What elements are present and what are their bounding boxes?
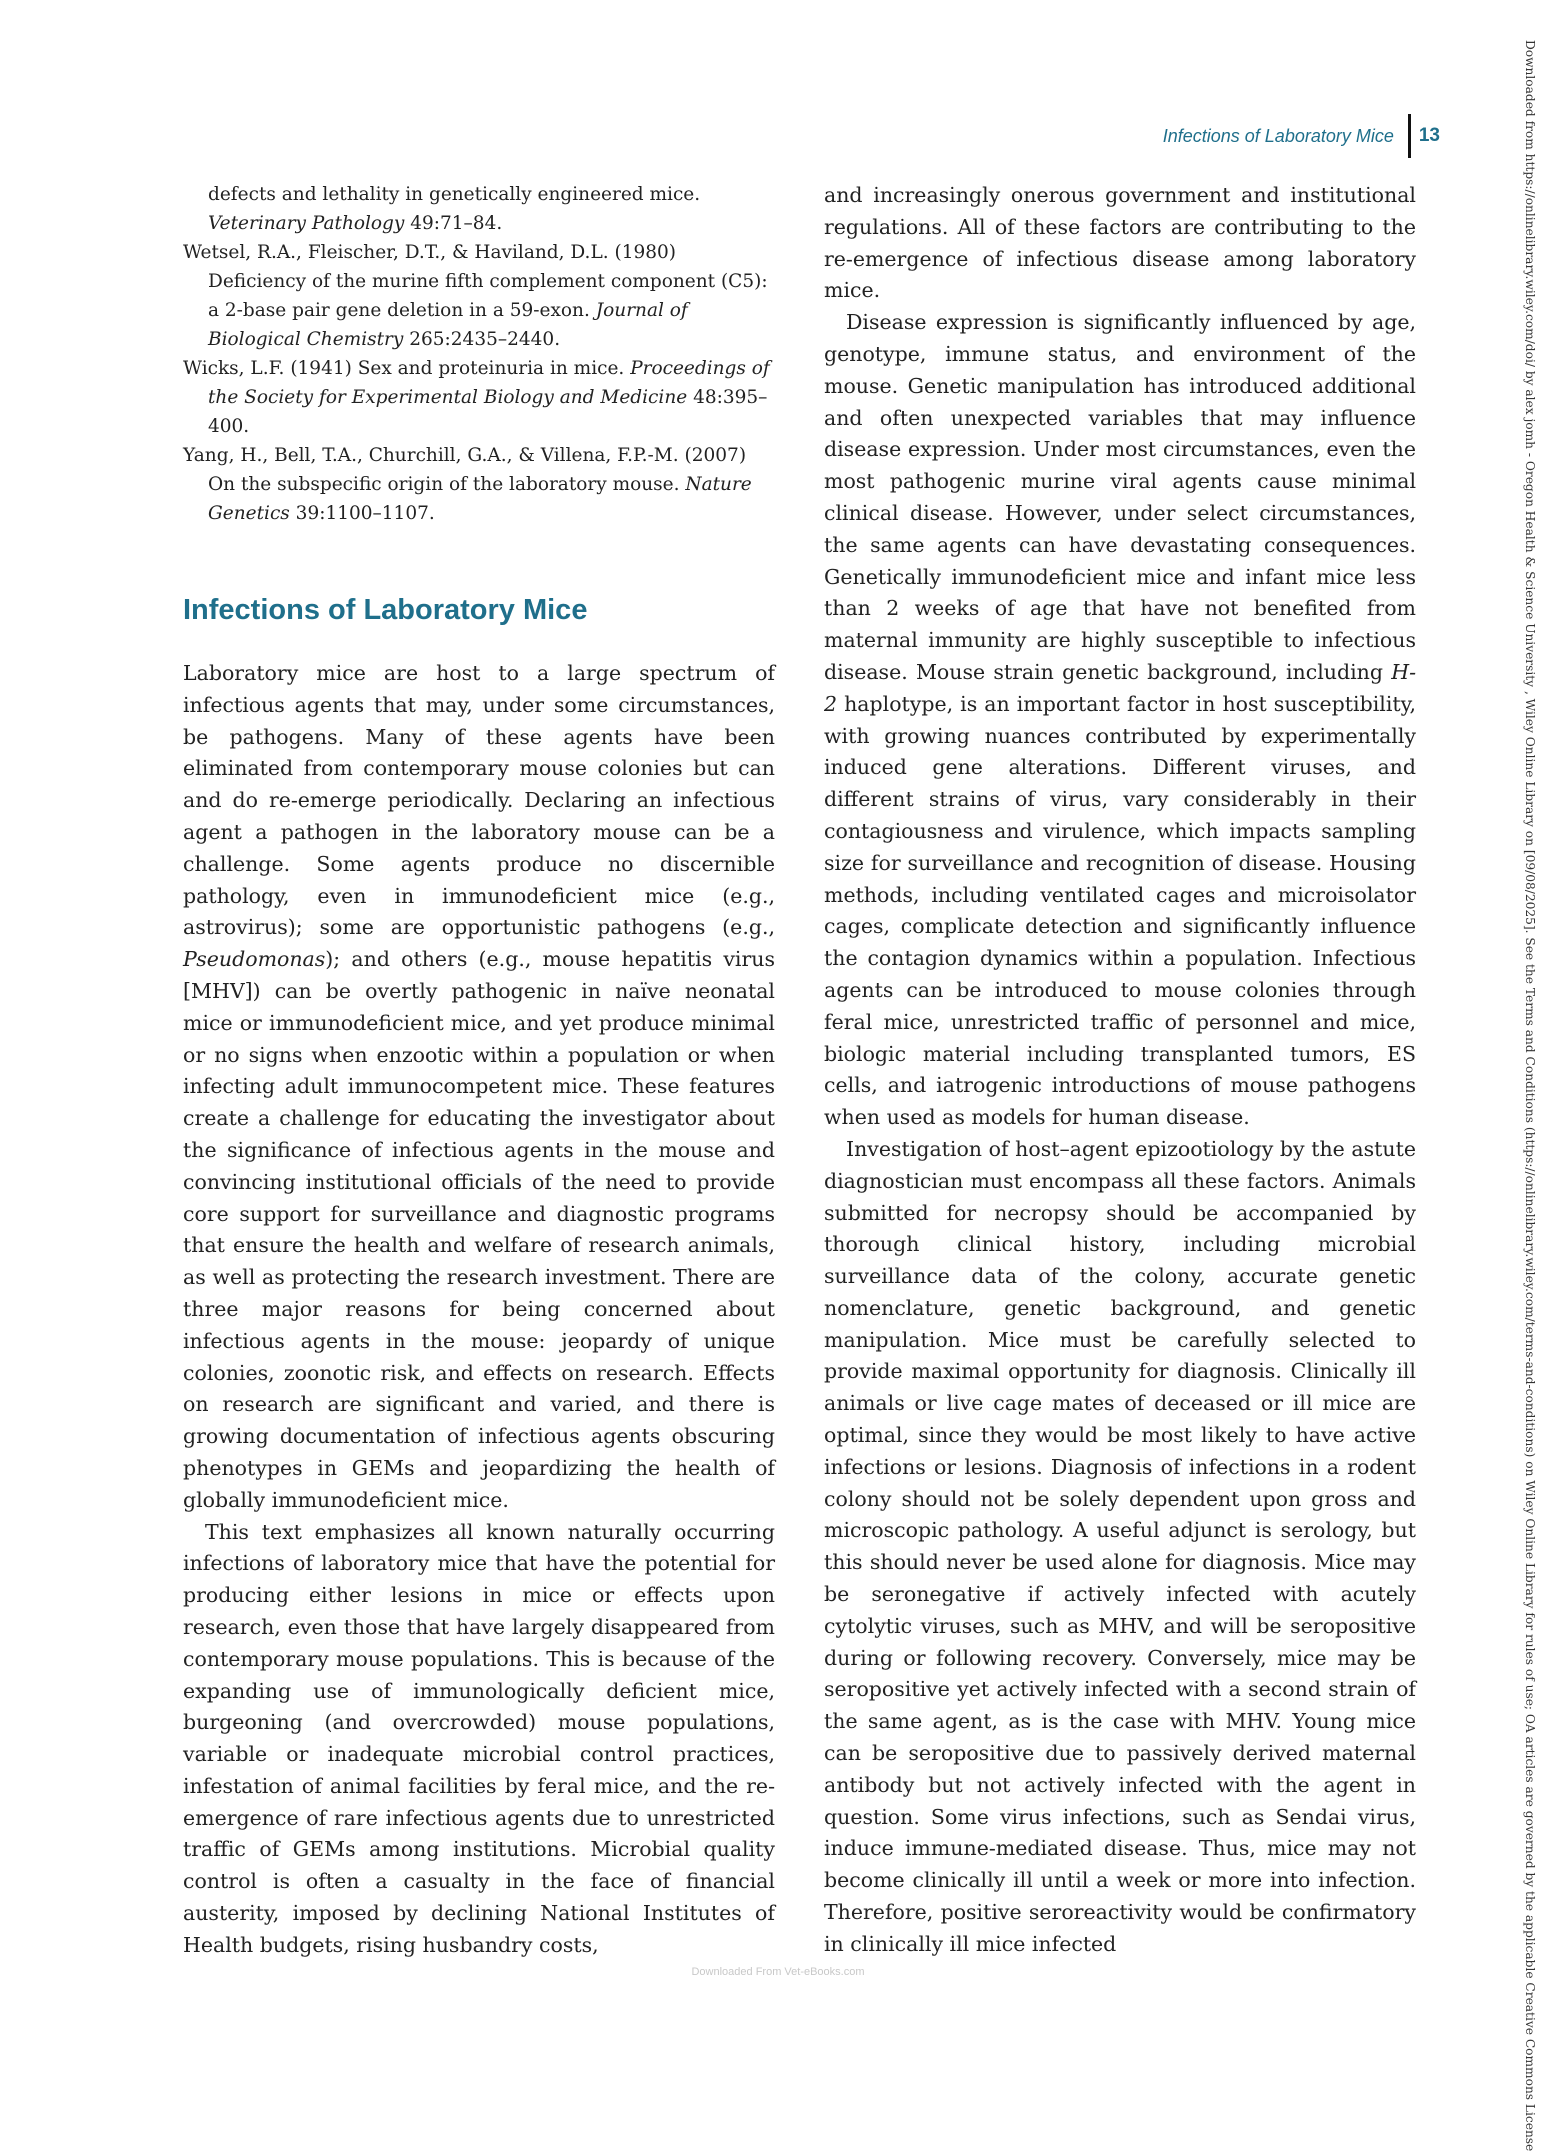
body-paragraph: Laboratory mice are host to a large spectrum of infectious agents that may, under some circumstances, be pathogens. Many of these agents have been eliminated from contemporary mouse colonies but can and do re-emerge periodically. Declaring an infectious agent a pathogen in the laboratory mouse can be a challenge. Some agents produce no discernible pathology, even in immunodeficient mice (e.g., astrovirus); some are opportunistic pathogens (e.g., Pseudomonas); and others (e.g., mouse hepatitis virus [MHV]) can be overtly pathogenic in naïve neonatal mice or immunodeficient mice, and yet produce minimal or no signs when enzootic within a population or when infecting adult immunocompetent mice. These features create a challenge for educating the investigator about the significance of infectious agents in the mouse and convincing institutional officials of the need to provide core support for surveillance and diagnostic programs that ensure the health and welfare of research animals, as well as protecting the research investment. There are three major reasons for being concerned about infectious agents in the mouse: jeopardy of unique colonies, zoonotic risk, and effects on research. Effects on research are significant and varied, and there is growing documentation of infectious agents obscuring phenotypes in GEMs and jeopardizing the health of globally immunodeficient mice.: [183, 661, 775, 1512]
reference-item: Yang, H., Bell, T.A., Churchill, G.A., & Villena, F.P.-M. (2007) On the subspecific origin of the laboratory mouse. Nature Genetics 39:1100–1107.: [183, 445, 752, 524]
reference-list: [183, 180, 775, 528]
reference-journal: Nature Genetics: [208, 474, 752, 524]
body-paragraph: This text emphasizes all known naturally occurring infections of laboratory mice that have the potential for producing either lesions in mice or effects upon research, even those that have largely disappeared from contemporary mouse populations. This is because of the expanding use of immunologically deficient mice, burgeoning (and overcrowded) mouse populations, variable or inadequate microbial control practices, infestation of animal facilities by feral mice, and the re-emergence of rare infectious agents due to unrestricted traffic of GEMs among institutions. Microbial quality control is often a casualty in the face of financial austerity, imposed by declining National Institutes of Health budgets, rising husbandry costs,: [183, 1519, 775, 1957]
left-column: [183, 180, 775, 1962]
section-heading: Infections of Laboratory Mice: [183, 594, 588, 626]
italic-term: H-2: [824, 659, 1416, 716]
body-paragraph: Disease expression is significantly influenced by age, genotype, immune status, and environment of the mouse. Genetic manipulation has introduced additional and often unexpected variables that may influence disease expression. Under most circumstances, even the most pathogenic murine viral agents cause minimal clinical disease. However, under select circumstances, the same agents can have devastating consequences. Genetically immunodeficient mice and infant mice less than 2 weeks of age that have not benefited from maternal immunity are highly susceptible to infectious disease. Mouse strain genetic background, including H-2 haplotype, is an important factor in host susceptibility, with growing nuances contributed by experimentally induced gene alterations. Different viruses, and different strains of virus, vary considerably in their contagiousness and virulence, which impacts sampling size for surveillance and recognition of disease. Housing methods, including ventilated cages and microisolator cages, complicate detection and significantly influence the contagion dynamics within a population. Infectious agents can be introduced to mouse colonies through feral mice, unrestricted traffic of personnel and mice, biologic material including transplanted tumors, ES cells, and iatrogenic introductions of mouse pathogens when used as models for human disease.: [824, 310, 1416, 1130]
reference-item: Wetsel, R.A., Fleischer, D.T., & Haviland, D.L. (1980) Deficiency of the murine fifth complement component (C5): a 2-base pair gene deletion in a 59-exon. Journal of Biological Chemistry 265:2435–2440.: [183, 242, 768, 350]
italic-term: Pseudomonas: [183, 947, 326, 972]
reference-journal: Proceedings of the Society for Experimental Biology and Medicine: [208, 358, 770, 408]
reference-item: Wicks, L.F. (1941) Sex and proteinuria in mice. Proceedings of the Society for Experimental Biology and Medicine 48:395–400.: [183, 358, 770, 437]
running-head: [1163, 114, 1440, 158]
body-paragraph: Investigation of host–agent epizootiology by the astute diagnostician must encompass all these factors. Animals submitted for necropsy should be accompanied by thorough clinical history, including microbial surveillance data of the colony, accurate genetic nomenclature, genetic background, and genetic manipulation. Mice must be carefully selected to provide maximal opportunity for diagnosis. Clinically ill animals or live cage mates of deceased or ill mice are optimal, since they would be most likely to have active infections or lesions. Diagnosis of infections in a rodent colony should not be solely dependent upon gross and microscopic pathology. A useful adjunct is serology, but this should never be used alone for diagnosis. Mice may be seronegative if actively infected with acutely cytolytic viruses, such as MHV, and will be seropositive during or following recovery. Conversely, mice may be seropositive yet actively infected with a second strain of the same agent, as is the case with MHV. Young mice can be seropositive due to passively derived maternal antibody but not actively infected with the agent in question. Some virus infections, such as Sendai virus, induce immune-mediated disease. Thus, mice may not become clinically ill until a week or more into infection. Therefore, positive seroreactivity would be confirmatory in clinically ill mice infected: [824, 1136, 1416, 1956]
right-column: [824, 180, 1416, 1961]
footer-watermark: Downloaded From Vet-eBooks.com: [691, 1966, 865, 1978]
download-notice: Downloaded from https://onlinelibrary.wiley.com/doi/ by alex jomh - Oregon Health & Science University , Wiley Online Library on [09/08/2025]. See the Terms and Conditions (https://onlinelibrary.wiley.com/terms-and-conditions) on Wiley Online Library for rules of use; OA articles are governed by the applicable Creative Commons License: [1523, 40, 1537, 2151]
body-paragraph: and increasingly onerous government and institutional regulations. All of these factors are contributing to the re-emergence of infectious disease among laboratory mice.: [824, 183, 1416, 303]
download-notice-strip: [1515, 40, 1545, 2151]
running-title: Infections of Laboratory Mice: [1162, 125, 1394, 146]
reference-journal: Journal of Biological Chemistry: [208, 300, 688, 350]
page-number: 13: [1418, 125, 1440, 146]
reference-item: defects and lethality in genetically engineered mice. Veterinary Pathology 49:71–84.: [208, 184, 701, 234]
reference-journal: Veterinary Pathology: [208, 213, 405, 234]
